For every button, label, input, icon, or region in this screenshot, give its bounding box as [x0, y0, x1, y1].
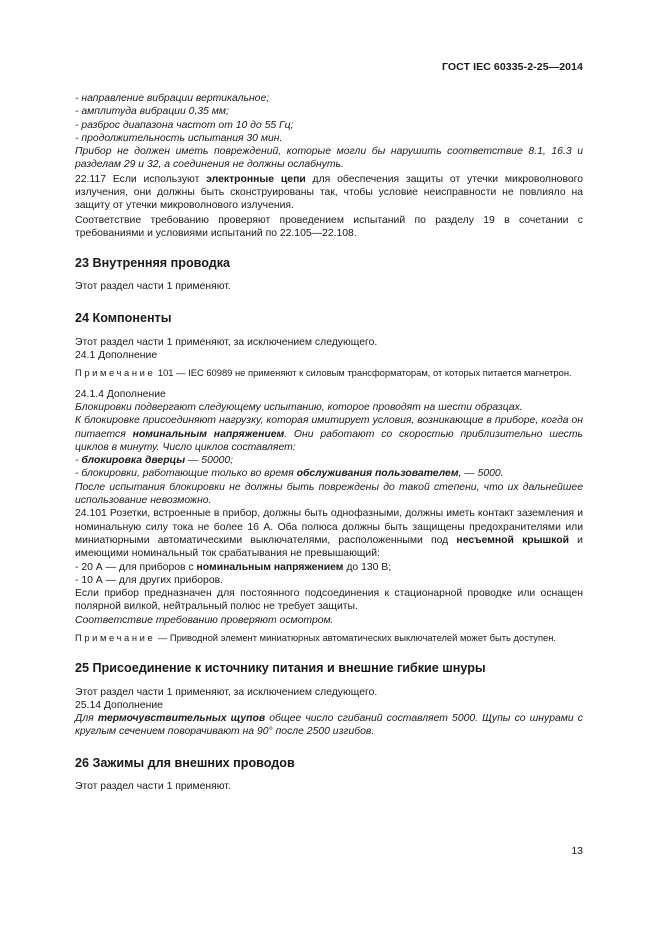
text-run: , — 5000. [458, 468, 504, 480]
paragraph: Этот раздел части 1 применяют. [75, 281, 231, 293]
note-text: 101 — IEC 60989 не применяют к силовым трансформаторам, от которых питается магнетрон. [155, 367, 572, 379]
term: номинальным напряжением [196, 561, 344, 573]
term: термочувствительных щупов [97, 713, 266, 725]
paragraph: Блокировки подвергают следующему испытанию, которое проводят на шести образцах. [75, 401, 523, 413]
paragraph: Этот раздел части 1 применяют. [75, 780, 231, 792]
paragraph: Этот раздел части 1 применяют, за исключением следующего. [75, 336, 378, 348]
section-heading: 23 Внутренняя проводка [75, 256, 231, 271]
paragraph [75, 712, 583, 739]
note [75, 632, 583, 645]
term: электронные цепи [206, 173, 306, 185]
note [75, 367, 583, 380]
text-run: и имеющими номинальный ток срабатывания не превышающий: [75, 534, 583, 560]
term: номинальным напряжением [132, 428, 285, 440]
list-item [75, 467, 583, 480]
standard-header: ГОСТ IEC 60335-2-25—2014 [441, 61, 583, 73]
text-run: 24.101 Розетки, встроенные в прибор, должны быть однофазными, должны иметь контакт заземления и номинальную силу тока не более 16 А. Оба полюса должны быть защищены предохранителями или миниатюрными автоматическими выключателями, расположенными под [75, 508, 583, 546]
paragraph: 25.14 Дополнение [75, 699, 163, 711]
list-item: - направление вибрации вертикальное; [75, 93, 270, 104]
page-number: 13 [571, 845, 583, 857]
list-item [75, 561, 583, 574]
paragraph: 24.1 Дополнение [75, 349, 158, 361]
paragraph [75, 173, 583, 213]
text-run: для обеспечения защиты от утечки микроволнового излучения, они должны быть сконструированы так, чтобы условие неисправности не повлияло на защиту от утечки микроволнового излучения. [75, 173, 583, 212]
paragraph [75, 414, 583, 454]
paragraph: Соответствие требованию проверяют осмотром. [75, 614, 334, 626]
list-item: - разброс диапазона частот от 10 до 55 Гц; [75, 119, 294, 131]
list-item [75, 454, 583, 467]
text-run: - блокировки, работающие только во время [75, 468, 297, 480]
note-text: — Приводной элемент миниатюрных автоматических выключателей может быть доступен. [155, 632, 557, 643]
section-heading: 25 Присоединение к источнику питания и внешние гибкие шнуры [75, 660, 486, 675]
paragraph: Прибор не должен иметь повреждений, которые могли бы нарушить соответствие 8.1, 16.3 и разделам 29 и 32, а соединения не должны ослабнуть. [75, 146, 583, 171]
note-label: Примечание [75, 632, 156, 643]
text-run: до 130 В; [343, 561, 392, 573]
list-item: - продолжительность испытания 30 мин. [75, 132, 283, 144]
text-run: - 20 А — для приборов с [75, 561, 197, 573]
paragraph: После испытания блокировки не должны быть повреждены до такой степени, что их дальнейшее использование невозможно. [75, 481, 583, 507]
section-heading: 24 Компоненты [75, 310, 172, 325]
text-run: — 50000; [185, 455, 234, 467]
note-label: Примечание [75, 367, 156, 379]
list-item: - амплитуда вибрации 0,35 мм; [75, 106, 229, 118]
paragraph: 24.1.4 Дополнение [75, 388, 166, 400]
term: несъемной крышкой [456, 534, 569, 546]
term: обслуживания пользователем [296, 468, 459, 480]
text-run: Для [75, 713, 98, 725]
paragraph: Соответствие требованию проверяют проведением испытаний по разделу 19 в сочетании с требованиями и условиями испытаний по 22.105—22.108. [75, 214, 583, 239]
text-run: . Они работают со скоростью приблизительно шесть циклов в минуту. Число циклов составляет: [75, 428, 583, 453]
term: блокировка дверцы [81, 455, 186, 467]
text-run: 22.117 Если используют [75, 173, 207, 185]
list-item: - 10 А — для других приборов. [75, 574, 224, 586]
paragraph [75, 507, 583, 560]
paragraph: Если прибор предназначен для постоянного подсоединения к стационарной проводке или оснащен полярной вилкой, нейтральный полюс не требует защиты. [75, 588, 583, 613]
paragraph: Этот раздел части 1 применяют, за исключением следующего. [75, 686, 378, 698]
text-run: - [75, 455, 82, 467]
text-run: общее число сгибаний составляет 5000. Щупы со шнурами с круглым сечением поворачивают на 90° после 2500 изгибов. [75, 713, 583, 738]
section-heading: 26 Зажимы для внешних проводов [75, 755, 295, 770]
page-content [75, 92, 583, 793]
text-run: К блокировке присоединяют нагрузку, которая имитирует условия, возникающие в приборе, когда он питается [75, 415, 583, 440]
